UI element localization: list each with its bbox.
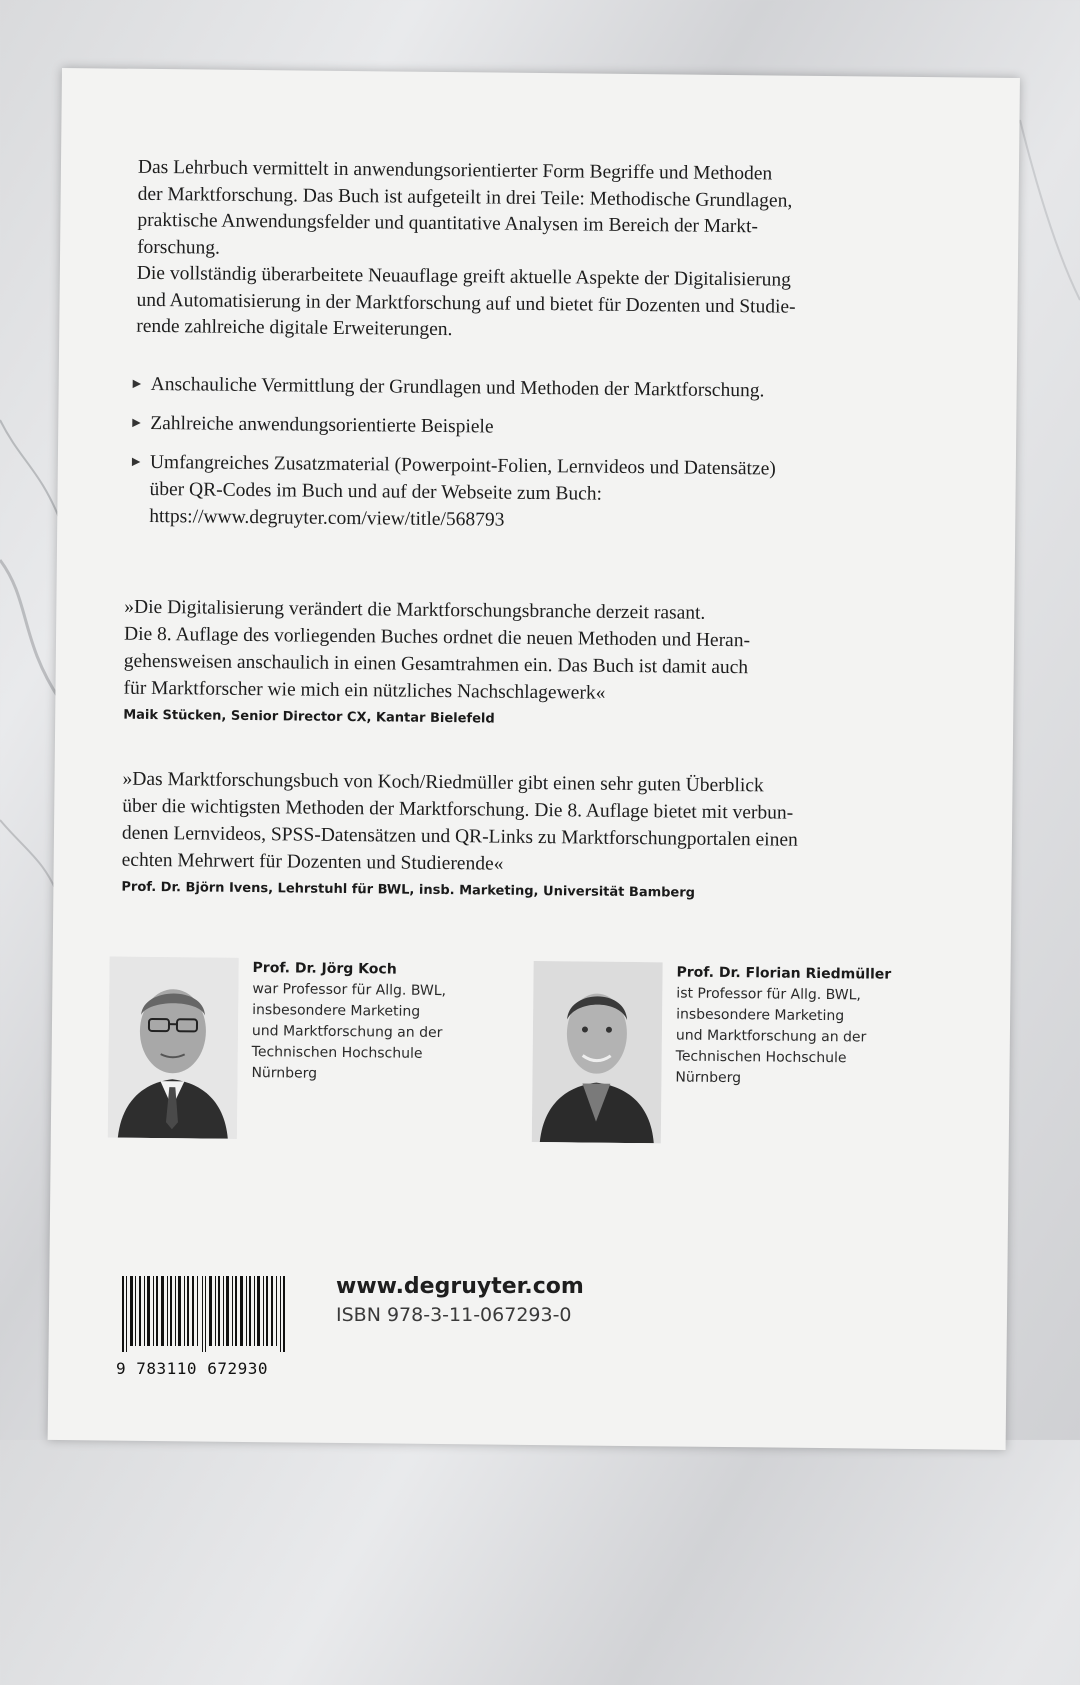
author-photo	[108, 957, 239, 1139]
quote-text	[123, 594, 954, 711]
quote-text	[122, 766, 953, 883]
bio-line: und Marktforschung an der	[252, 1021, 512, 1045]
text-line: denen Lernvideos, SPSS-Datensätzen und QR-Links zu Marktforschungportalen einen	[122, 823, 798, 851]
feature-item	[132, 410, 932, 445]
feature-item	[133, 371, 933, 406]
triangle-bullet-icon: ▶	[133, 371, 142, 398]
text-line: über die wichtigsten Methoden der Marktforschung. Die 8. Auflage bietet mit verbun-	[122, 796, 793, 824]
author-photo	[532, 961, 663, 1143]
feature-list	[131, 371, 933, 550]
text-line: gehensweisen anschaulich in einen Gesamtrahmen ein. Das Buch ist damit auch	[124, 651, 749, 679]
barcode-icon	[116, 1276, 306, 1352]
triangle-bullet-icon: ▶	[132, 410, 141, 437]
feature-text: Umfangreiches Zusatzmaterial (Powerpoint-Folien, Lernvideos und Datensätze)	[150, 452, 776, 480]
bio-line: Technischen Hochschule	[252, 1042, 512, 1066]
triangle-bullet-icon: ▶	[132, 449, 141, 476]
feature-url: https://www.degruyter.com/view/title/568793	[149, 506, 504, 531]
feature-text: Zahlreiche anwendungsorientierte Beispiele	[150, 413, 493, 438]
bio-line: insbesondere Marketing	[252, 1000, 512, 1024]
feature-text: Anschauliche Vermittlung der Grundlagen und Methoden der Marktforschung.	[151, 374, 765, 401]
author-bio	[251, 958, 512, 1087]
isbn-text: ISBN 978-3-11-067293-0	[336, 1304, 572, 1326]
bio-line: insbesondere Marketing	[676, 1004, 936, 1028]
testimonial-quote	[123, 594, 954, 735]
text-line: »Das Marktforschungsbuch von Koch/Riedmüller gibt einen sehr guten Überblick	[122, 769, 763, 797]
text-line: Die vollständig überarbeitete Neuauflage greift aktuelle Aspekte der Digitalisierung	[137, 263, 791, 291]
feature-item	[131, 449, 932, 538]
book-back-cover	[48, 68, 1020, 1450]
text-line: rende zahlreiche digitale Erweiterungen.	[136, 316, 452, 340]
testimonial-quote	[121, 766, 952, 907]
barcode-number: 9 783110 672930	[116, 1359, 306, 1378]
isbn-barcode	[100, 1575, 273, 1677]
publisher-website[interactable]: www.degruyter.com	[336, 1274, 584, 1299]
text-line: praktische Anwendungsfelder und quantitative Analysen im Bereich der Markt-	[137, 210, 758, 237]
text-line: echten Mehrwert für Dozenten und Studierende«	[122, 850, 504, 875]
bio-line: ist Professor für Allg. BWL,	[676, 983, 936, 1007]
bio-line: und Marktforschung an der	[676, 1025, 936, 1049]
author-card	[108, 957, 510, 1146]
author-bio	[675, 962, 936, 1091]
text-line: für Marktforscher wie mich ein nützliches Nachschlagewerk«	[123, 678, 605, 704]
barcode-block	[116, 1276, 306, 1376]
description-paragraph-2	[136, 261, 937, 349]
author-name: Prof. Dr. Florian Riedmüller	[676, 962, 936, 986]
quote-source: Prof. Dr. Björn Ivens, Lehrstuhl für BWL, insb. Marketing, Universität Bamberg	[121, 878, 951, 907]
text-line: Das Lehrbuch vermittelt in anwendungsorientierter Form Begriffe und Methoden	[138, 157, 772, 185]
feature-text: über QR-Codes im Buch und auf der Webseite zum Buch:	[149, 479, 602, 505]
bio-line: Technischen Hochschule	[676, 1046, 936, 1070]
quote-source: Maik Stücken, Senior Director CX, Kantar Bielefeld	[123, 706, 953, 735]
bio-line: war Professor für Allg. BWL,	[252, 979, 512, 1003]
book-description	[136, 155, 938, 349]
description-paragraph-1	[137, 155, 938, 269]
text-line: forschung.	[137, 236, 220, 258]
text-line: der Marktforschung. Das Buch ist aufgeteilt in drei Teile: Methodische Grundlagen,	[138, 183, 793, 211]
author-card	[532, 961, 934, 1150]
text-line: »Die Digitalisierung verändert die Marktforschungsbranche derzeit rasant.	[124, 597, 705, 624]
text-line: Die 8. Auflage des vorliegenden Buches ordnet die neuen Methoden und Heran-	[124, 624, 750, 652]
author-name: Prof. Dr. Jörg Koch	[252, 958, 512, 982]
bio-line: Nürnberg	[675, 1067, 935, 1091]
bio-line: Nürnberg	[251, 1063, 511, 1087]
text-line: und Automatisierung in der Marktforschung auf und bietet für Dozenten und Studie-	[136, 289, 795, 317]
